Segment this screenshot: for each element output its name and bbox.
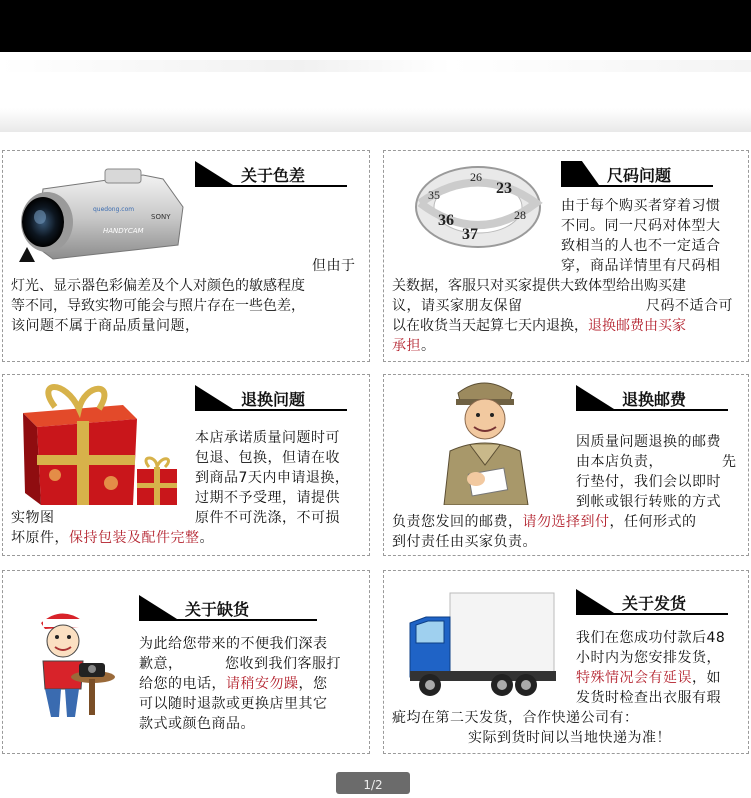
size-text-line-5: 关数据，客服只对买家提供大致体型给出购买建 — [392, 278, 686, 294]
size-text-line-6: 议，请买家朋友保留 — [392, 298, 523, 314]
stock-text-line-2b: 您收到我们客服打 — [225, 656, 341, 672]
ship-title: 关于发货 — [622, 594, 687, 613]
stock-card — [2, 570, 370, 754]
tape-number: 28 — [514, 208, 526, 222]
size-text-line-4: 穿，商品详情里有尺码相 — [561, 258, 721, 274]
return-text-line-6 — [11, 527, 214, 549]
stock-text-tail: ，您 — [298, 676, 328, 692]
size-red-text-2: 承担 — [392, 338, 421, 354]
return-heading — [195, 385, 347, 411]
stock-text-line-4: 可以随时退款或更换店里其它 — [139, 696, 328, 712]
ship-text-line-2: 小时内为您安排发货， — [576, 650, 721, 666]
tape-number: 36 — [438, 212, 454, 229]
postage-text-line-3: 行垫付，我们会以即时 — [576, 474, 721, 490]
tape-number: 23 — [496, 180, 512, 197]
size-text-line-8 — [392, 335, 436, 357]
return-text: 坏原件， — [11, 530, 69, 546]
ship-text-tail: ，如 — [692, 670, 721, 686]
stock-text-line-5: 款式或颜色商品。 — [139, 716, 255, 732]
stock-text: 给您的电话， — [139, 676, 226, 692]
size-text: 以在收货当天起算七天内退换， — [392, 318, 588, 334]
stock-title: 关于缺货 — [185, 600, 250, 619]
postage-red-text: 请勿选择到付 — [522, 514, 610, 530]
page-indicator[interactable]: 1/2 — [336, 772, 410, 794]
postage-text-line-5 — [392, 511, 697, 533]
postage-card — [383, 374, 749, 556]
camcorder-image — [13, 167, 193, 267]
size-card — [383, 150, 749, 362]
ship-text-line-1: 我们在您成功付款后48 — [576, 630, 726, 646]
postage-text-line-6: 到付责任由买家负责。 — [392, 534, 537, 550]
measuring-tape-image — [408, 157, 548, 257]
ship-text-line-4: 发货时检查出衣服有瑕 — [576, 690, 721, 706]
postage-text: 负责您发回的邮费， — [392, 514, 523, 530]
size-red-text: 退换邮费由买家 — [588, 318, 686, 334]
stock-text-line-3 — [139, 673, 328, 695]
ship-card — [383, 570, 749, 754]
size-text-line-2: 不同。同一尺码对体型大 — [561, 218, 721, 234]
heading-triangle-icon — [576, 589, 614, 613]
header-band — [0, 52, 751, 132]
color-heading — [195, 161, 347, 187]
ship-heading — [576, 589, 728, 615]
return-card — [2, 374, 370, 556]
stock-text-line-1: 为此给您带来的不便我们深表 — [139, 636, 328, 652]
stock-heading — [139, 595, 317, 621]
phone-cartoon-image — [21, 605, 121, 721]
postage-text-tail: ，任何形式的 — [609, 514, 697, 530]
size-text-line-1: 由于每个购买者穿着习惯 — [561, 198, 721, 214]
size-text-line-6b: 尺码不适合可 — [646, 298, 733, 314]
color-text-line-2: 灯光、显示器色彩偏差及个人对颜色的敏感程度 — [11, 278, 305, 294]
heading-triangle-icon — [195, 161, 233, 185]
tape-number: 35 — [428, 188, 440, 202]
size-text-line-3: 致相当的人也不一定适合 — [561, 238, 721, 254]
color-text-line-3: 等不同，导致实物可能会与照片存在一些色差， — [11, 298, 305, 314]
courier-man-image — [430, 375, 542, 505]
return-text-line-1: 本店承诺质量问题时可 — [195, 430, 340, 446]
ship-text-line-6: 实际到货时间以当地快递为准！ — [468, 730, 671, 746]
return-text-line-3: 到商品7天内申请退换， — [195, 470, 350, 486]
postage-text-line-2b: 先 — [722, 454, 737, 470]
size-heading — [561, 161, 713, 187]
postage-text-line-1: 因质量问题退换的邮费 — [576, 434, 721, 450]
tape-number: 37 — [462, 226, 478, 243]
camera-brand-text: SONY — [151, 213, 171, 221]
postage-text-line-4: 到帐或银行转账的方式 — [576, 494, 721, 510]
ship-text-line-5: 疵均在第二天发货，合作快递公司有： — [392, 710, 639, 726]
size-text-line-7 — [392, 315, 686, 337]
watermark-text: quedong.com — [93, 206, 135, 213]
return-text-line-4: 过期不予受理，请提供 — [195, 490, 340, 506]
heading-triangle-icon — [139, 595, 177, 619]
stock-text-line-2: 歉意， — [139, 656, 183, 672]
postage-title: 退换邮费 — [622, 390, 687, 409]
top-black-bar — [0, 0, 751, 52]
heading-triangle-icon — [195, 385, 233, 409]
postage-heading — [576, 385, 728, 411]
ship-text-line-3 — [576, 667, 721, 689]
color-card — [2, 150, 370, 362]
return-text-line-5b: 原件不可洗涤，不可损 — [195, 510, 340, 526]
ship-red-text: 特殊情况会有延误 — [576, 670, 692, 686]
heading-triangle-icon — [576, 385, 614, 409]
return-red-text: 保持包装及配件完整 — [69, 530, 200, 546]
heading-triangle-icon — [561, 161, 599, 185]
return-title: 退换问题 — [241, 390, 306, 409]
postage-text-line-2: 由本店负责， — [576, 454, 663, 470]
size-end: 。 — [421, 338, 436, 354]
return-text-line-2: 包退、包换，但请在收 — [195, 450, 340, 466]
stock-red-text: 请稍安勿躁 — [226, 676, 299, 692]
color-text-line-1: 但由于 — [312, 258, 356, 274]
tape-number: 26 — [470, 170, 482, 184]
return-end: 。 — [199, 530, 214, 546]
return-text-line-5: 实物图 — [11, 510, 55, 526]
gift-box-image — [15, 379, 185, 507]
size-title: 尺码问题 — [607, 166, 672, 185]
camera-model-text: HANDYCAM — [103, 227, 144, 235]
color-text-line-4: 该问题不属于商品质量问题， — [11, 318, 200, 334]
truck-image — [406, 589, 556, 699]
color-title: 关于色差 — [241, 166, 306, 185]
